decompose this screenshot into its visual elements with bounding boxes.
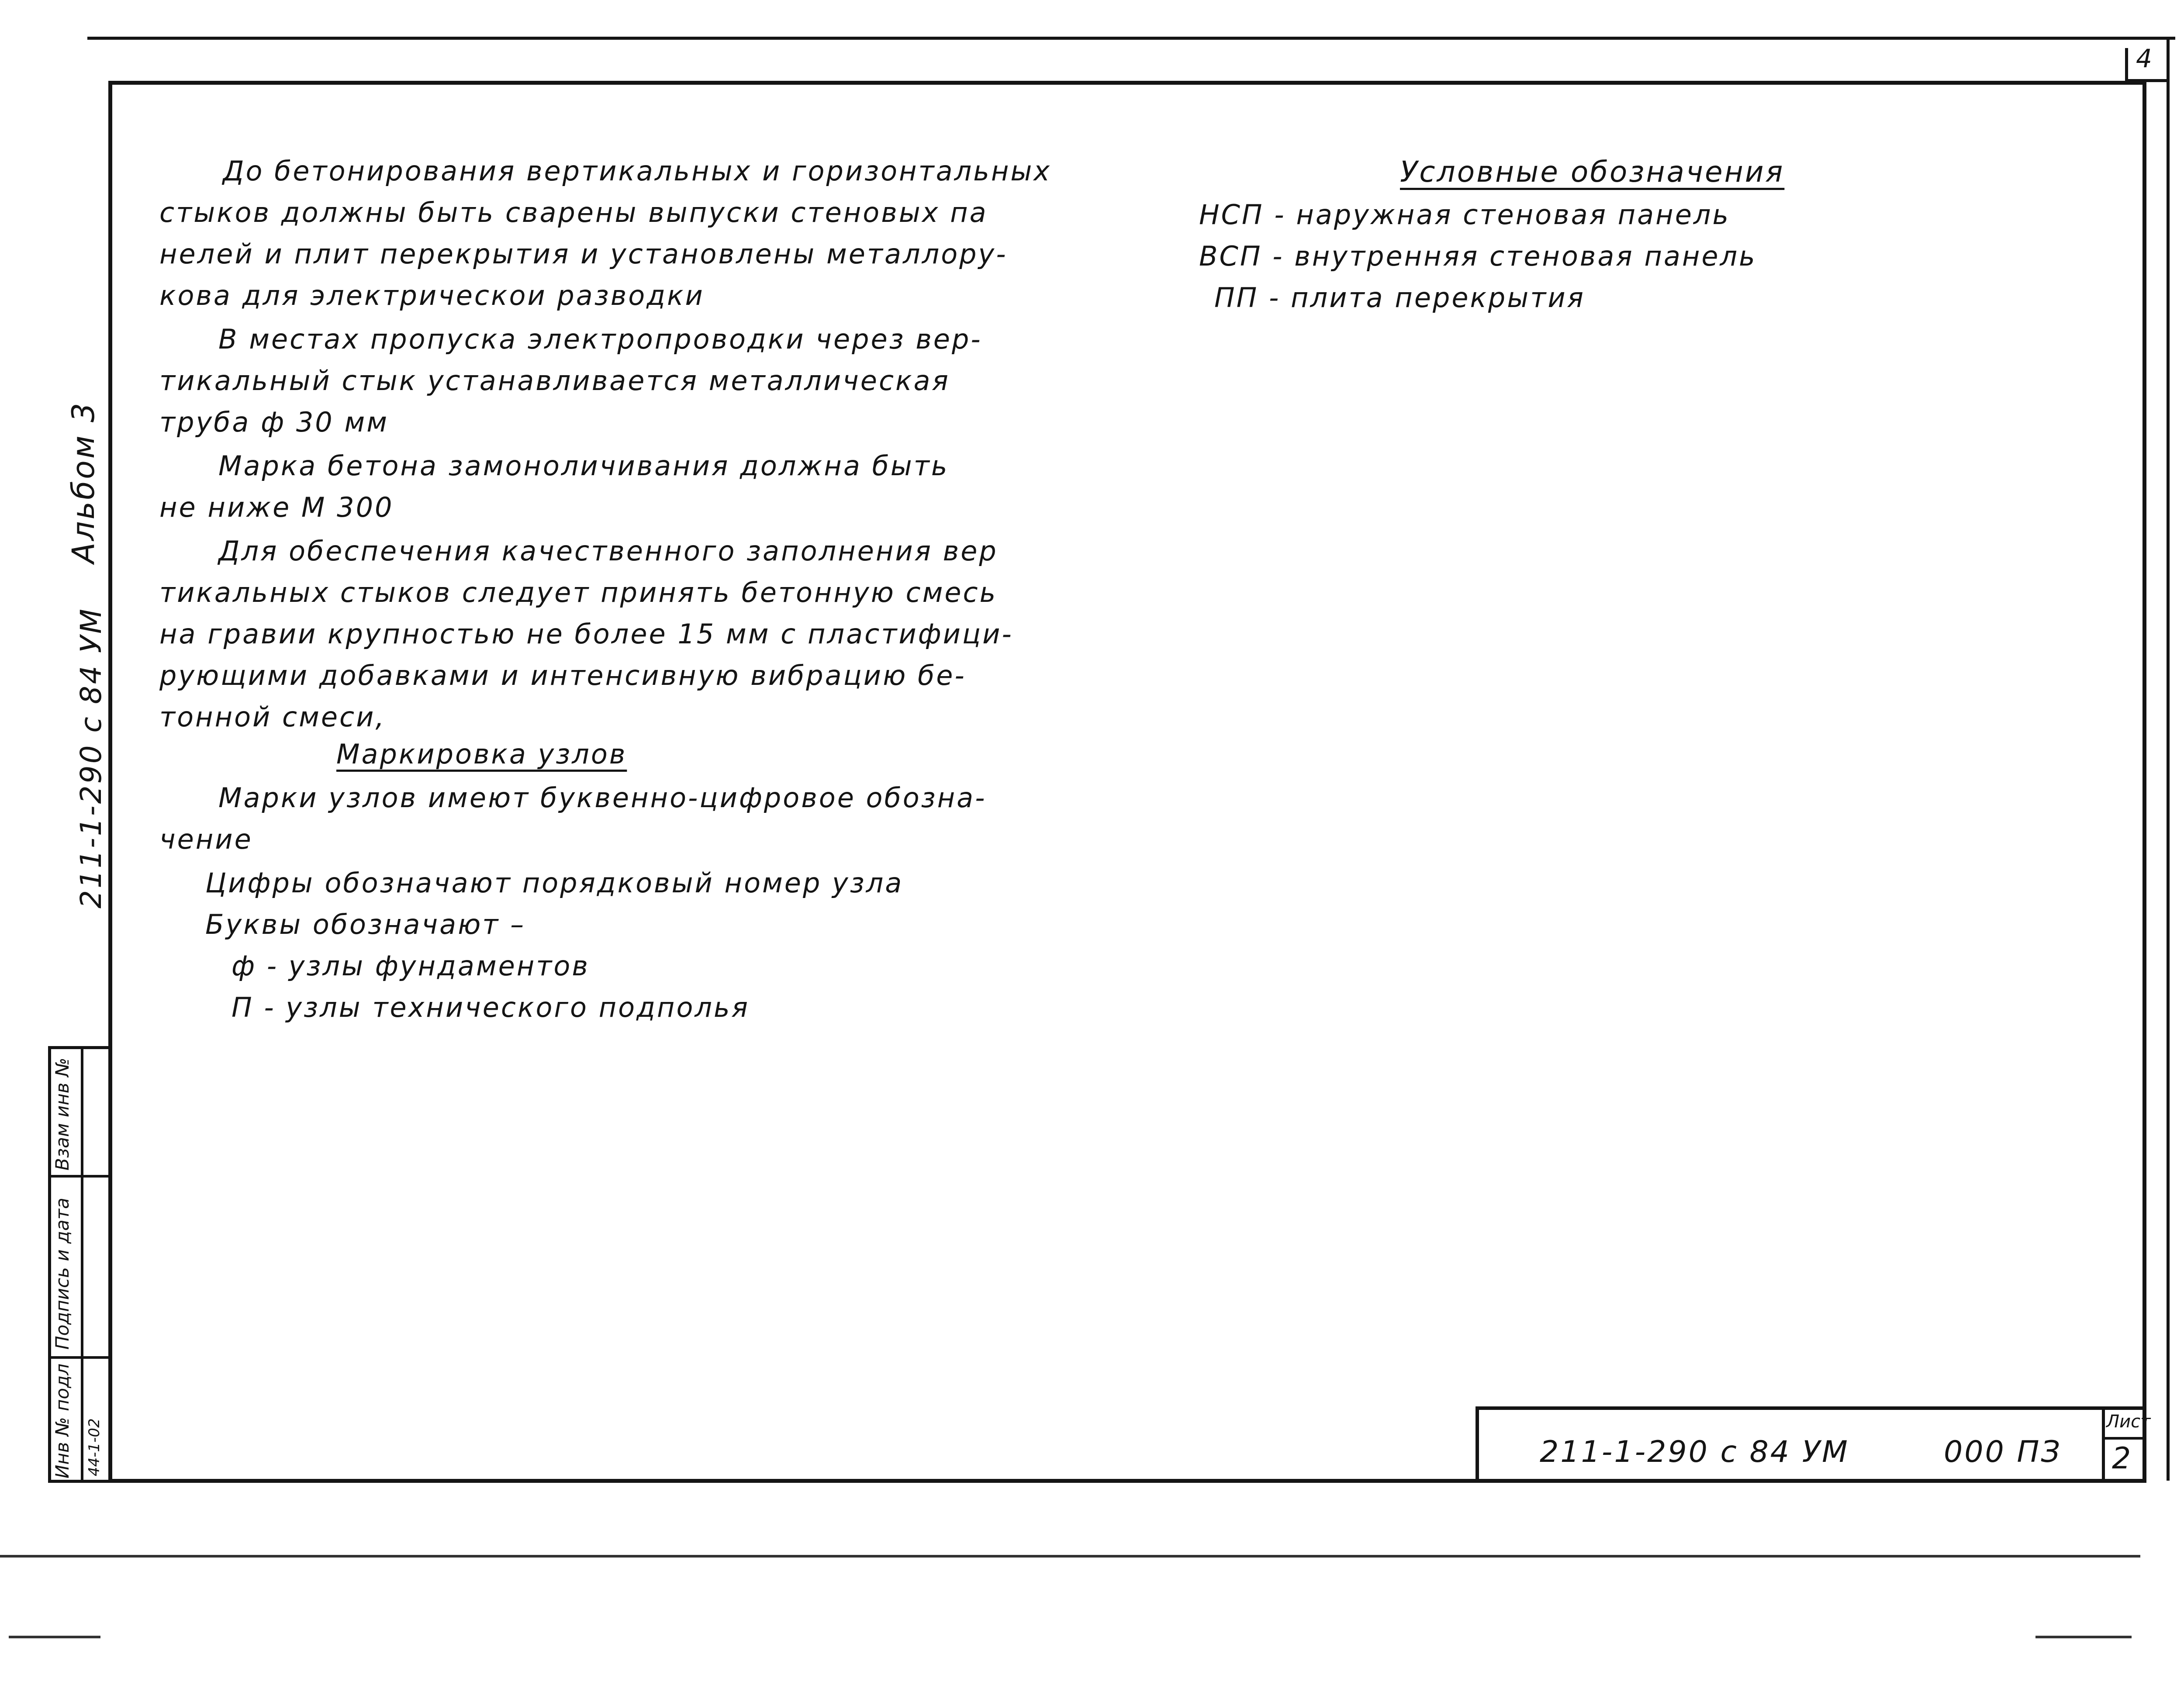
right-outer-edge (2167, 39, 2170, 1481)
side-box-column-divider (81, 1046, 83, 1483)
paragraph-4-line-4: рующими добавками и интенсивную вибрацию бе- (159, 660, 966, 691)
legend-title: Условные обозначения (1400, 155, 1785, 189)
sheet-number: 2 (2112, 1441, 2133, 1476)
stamp-designation: 211-1-290 с 84 УМ (1540, 1435, 1849, 1469)
field-label-replace-inv: Взам инв № (52, 1057, 73, 1171)
sheet-cell-divider (2102, 1437, 2146, 1440)
side-box-divider-1 (48, 1175, 112, 1178)
section-line-6: П - узлы технического подполья (232, 991, 750, 1023)
section-title: Маркировка узлов (336, 738, 627, 770)
paragraph-4-line-3: на гравии крупностью не более 15 мм с пластифици- (159, 618, 1013, 650)
legend-item-pp: ПП - плита перекрытия (1214, 282, 1585, 314)
paragraph-4-line-1: Для обеспечения качественного заполнения вер (218, 535, 998, 567)
field-label-signature: Подпись и дата (52, 1198, 73, 1350)
page-number: 4 (2136, 44, 2154, 73)
paragraph-2-line-2: тикальный стык устанавливается металлическая (159, 365, 950, 397)
paragraph-2-line-3: труба ф 30 мм (159, 406, 389, 438)
side-box-divider-2 (48, 1356, 112, 1359)
section-line-2: чение (159, 823, 253, 855)
paragraph-4-line-5: тонной смеси, (159, 701, 386, 733)
legend-item-vsp: ВСП - внутренняя стеновая панель (1199, 240, 1757, 272)
paragraph-1-line-2: стыков должны быть сварены выпуски стеновых па (159, 197, 988, 228)
bottom-scan-line (0, 1555, 2140, 1558)
section-line-5: ф - узлы фундаментов (232, 950, 590, 982)
legend-item-nsp: НСП - наружная стеновая панель (1199, 199, 1731, 231)
stamp-doc-code: 000 ПЗ (1944, 1435, 2062, 1469)
section-line-1: Марки узлов имеют буквенно-цифровое обозна- (218, 782, 987, 814)
top-edge-line (87, 37, 2175, 40)
paragraph-1-line-3: нелей и плит перекрытия и установлены металлору- (159, 238, 1008, 270)
album-code-vertical: 211-1-290 с 84 УМ (74, 607, 108, 908)
paragraph-1-line-1: До бетонирования вертикальных и горизонтальных (223, 155, 1051, 187)
field-label-inv: Инв № подл (52, 1363, 73, 1478)
album-label-vertical: Альбом 3 (66, 401, 101, 563)
paragraph-3-line-1: Марка бетона замоноличивания должна быть (218, 450, 949, 482)
bottom-scan-stub-right (2035, 1636, 2132, 1638)
section-line-3: Цифры обозначают порядковый номер узла (205, 867, 904, 899)
bottom-scan-stub (9, 1636, 100, 1638)
inv-number: 44-1-02 (86, 1418, 103, 1476)
paragraph-4-line-2: тикальных стыков следует принять бетонную смесь (159, 577, 998, 608)
paragraph-1-line-4: кова для электрическои разводки (159, 280, 705, 311)
paragraph-3-line-2: не ниже М 300 (159, 491, 394, 523)
sheet-label: Лист (2106, 1412, 2151, 1432)
section-line-4: Буквы обозначают – (205, 908, 526, 940)
paragraph-2-line-1: В местах пропуска электропроводки через вер- (218, 323, 982, 355)
